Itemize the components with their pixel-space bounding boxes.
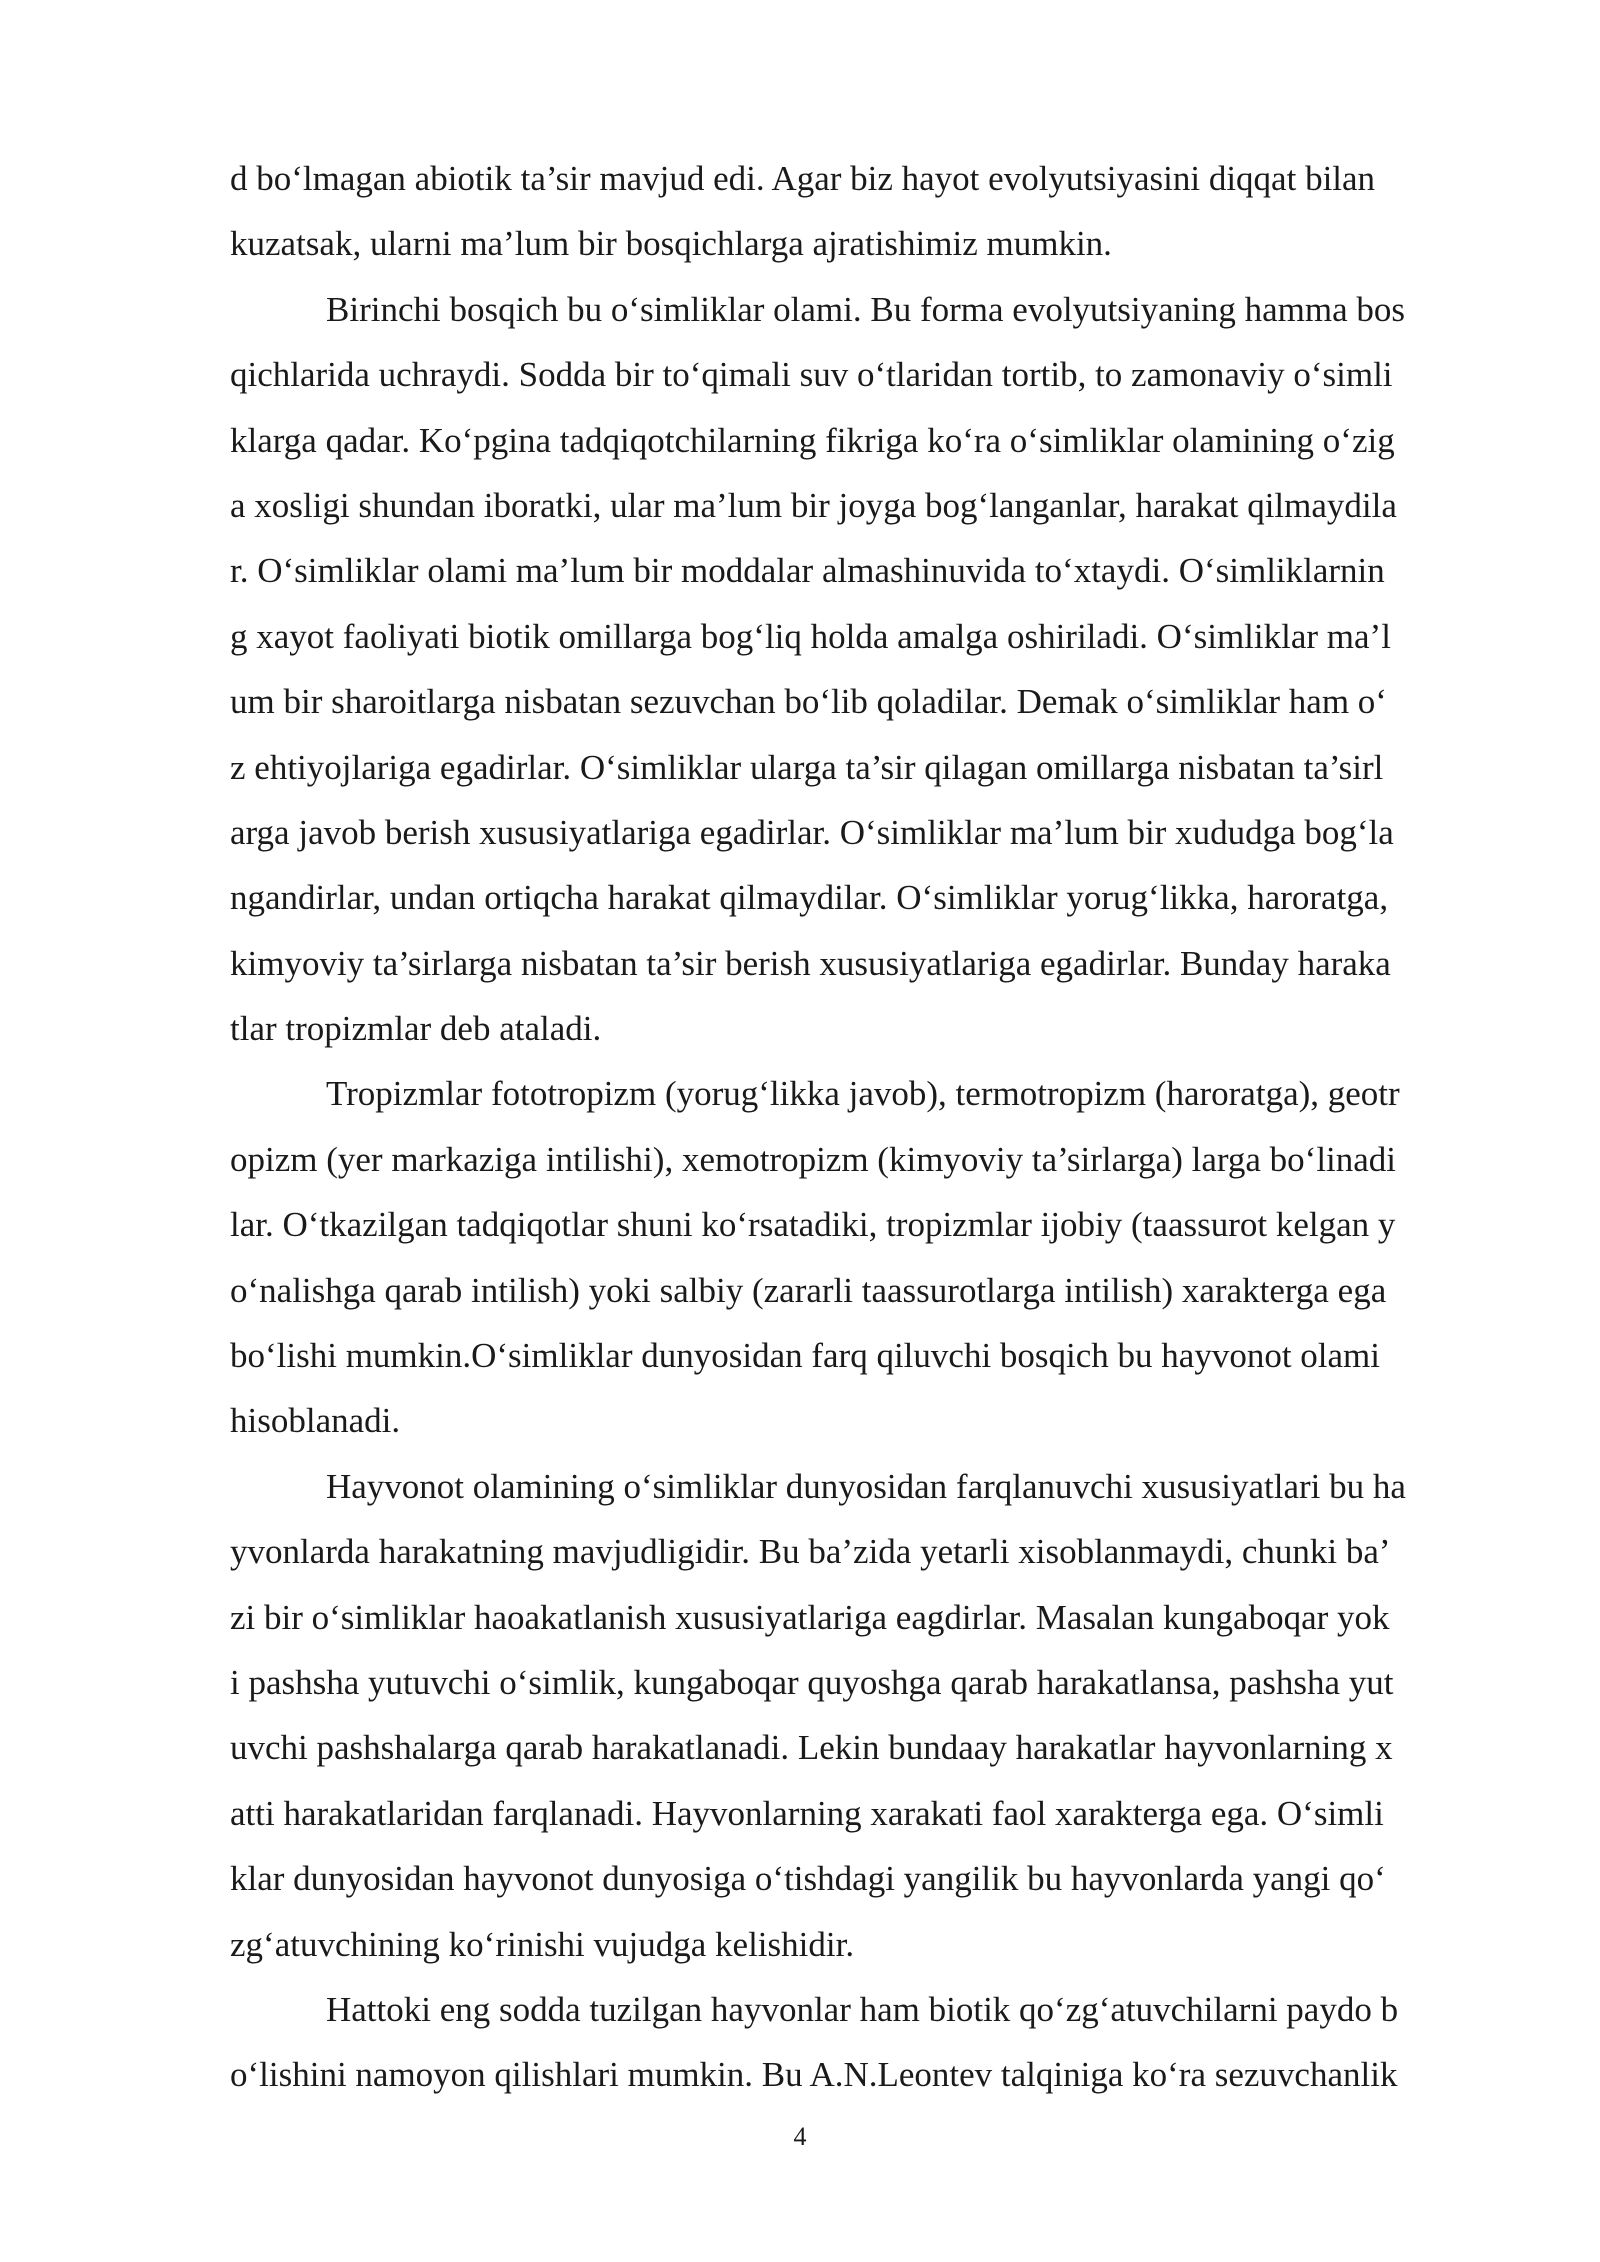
page-number: 4 [793, 2122, 807, 2151]
text-line: qichlarida uchraydi. Sodda bir to‘qimali suv o‘tlaridan tortib, to zamonaviy o‘simli [230, 355, 1393, 395]
text-line: i pashsha yutuvchi o‘simlik, kungaboqar quyoshga qarab harakatlansa, pashsha yut [230, 1662, 1394, 1702]
text-line: o‘nalishga qarab intilish) yoki salbiy (zararli taassurotlarga intilish) xarakterga ega [230, 1270, 1387, 1310]
text-line: r. O‘simliklar olami ma’lum bir moddalar almashinuvida to‘xtaydi. O‘simliklarnin [230, 551, 1385, 591]
text-line: arga javob berish xususiyatlariga egadirlar. O‘simliklar ma’lum bir xududga bog‘la [230, 812, 1394, 852]
text-line: atti harakatlaridan farqlanadi. Hayvonlarning xarakati faol xarakterga ega. O‘simli [230, 1793, 1384, 1833]
paragraph-first-line: Tropizmlar fototropizm (yorug‘likka javob), termotropizm (haroratga), geotr [326, 1074, 1400, 1114]
paragraph-first-line: Hattoki eng sodda tuzilgan hayvonlar ham biotik qo‘zg‘atuvchilarni paydo b [326, 1989, 1399, 2029]
text-line: bo‘lishi mumkin.O‘simliklar dunyosidan farq qiluvchi bosqich bu hayvonot olami [230, 1336, 1381, 1376]
text-line: zi bir o‘simliklar haoakatlanish xususiyatlariga eagdirlar. Masalan kungaboqar yok [230, 1597, 1390, 1637]
text-line: klarga qadar. Ko‘pgina tadqiqotchilarning fikriga ko‘ra o‘simliklar olamining o‘zig [230, 420, 1395, 460]
text-line: um bir sharoitlarga nisbatan sezuvchan bo‘lib qoladilar. Demak o‘simliklar ham o‘ [230, 682, 1387, 722]
text-line: ngandirlar, undan ortiqcha harakat qilmaydilar. O‘simliklar yorug‘likka, haroratga, [230, 878, 1389, 918]
text-line: zg‘atuvchining ko‘rinishi vujudga kelishidir. [230, 1924, 855, 1964]
paragraph-first-line: Birinchi bosqich bu o‘simliklar olami. Bu forma evolyutsiyaning hamma bos [326, 289, 1406, 329]
text-line: d bo‘lmagan abiotik ta’sir mavjud edi. Agar biz hayot evolyutsiyasini diqqat bilan [230, 159, 1376, 198]
text-line: lar. O‘tkazilgan tadqiqotlar shuni ko‘rsatadiki, tropizmlar ijobiy (taassurot kelgan y [230, 1205, 1396, 1245]
text-line: klar dunyosidan hayvonot dunyosiga o‘tishdagi yangilik bu hayvonlarda yangi qo‘ [230, 1859, 1386, 1899]
text-line: hisoblanadi. [230, 1401, 401, 1441]
text-line: tlar tropizmlar deb ataladi. [230, 1009, 602, 1049]
text-line: g xayot faoliyati biotik omillarga bog‘liq holda amalga oshiriladi. O‘simliklar ma’l [230, 616, 1391, 656]
text-line: opizm (yer markaziga intilishi), xemotropizm (kimyoviy ta’sirlarga) larga bo‘linadi [230, 1139, 1397, 1179]
text-line: kimyoviy ta’sirlarga nisbatan ta’sir berish xususiyatlariga egadirlar. Bunday haraka [230, 943, 1391, 983]
text-line: o‘lishini namoyon qilishlari mumkin. Bu A.N.Leontev talqiniga ko‘ra sezuvchanlik [230, 2055, 1398, 2095]
body-text [230, 146, 1490, 2108]
text-line: z ehtiyojlariga egadirlar. O‘simliklar ularga ta’sir qilagan omillarga nisbatan ta’sirl [230, 747, 1384, 787]
text-line: kuzatsak, ularni ma’lum bir bosqichlarga ajratishimiz mumkin. [230, 224, 1112, 264]
text-line: yvonlarda harakatning mavjudligidir. Bu ba’zida yetarli xisoblanmaydi, chunki ba’ [230, 1532, 1391, 1572]
text-line: a xosligi shundan iboratki, ular ma’lum bir joyga bog‘langanlar, harakat qilmaydila [230, 485, 1397, 525]
paragraph-first-line: Hayvonot olamining o‘simliklar dunyosidan farqlanuvchi xususiyatlari bu ha [326, 1466, 1406, 1506]
text-line: uvchi pashshalarga qarab harakatlanadi. Lekin bundaay harakatlar hayvonlarning x [230, 1728, 1393, 1768]
